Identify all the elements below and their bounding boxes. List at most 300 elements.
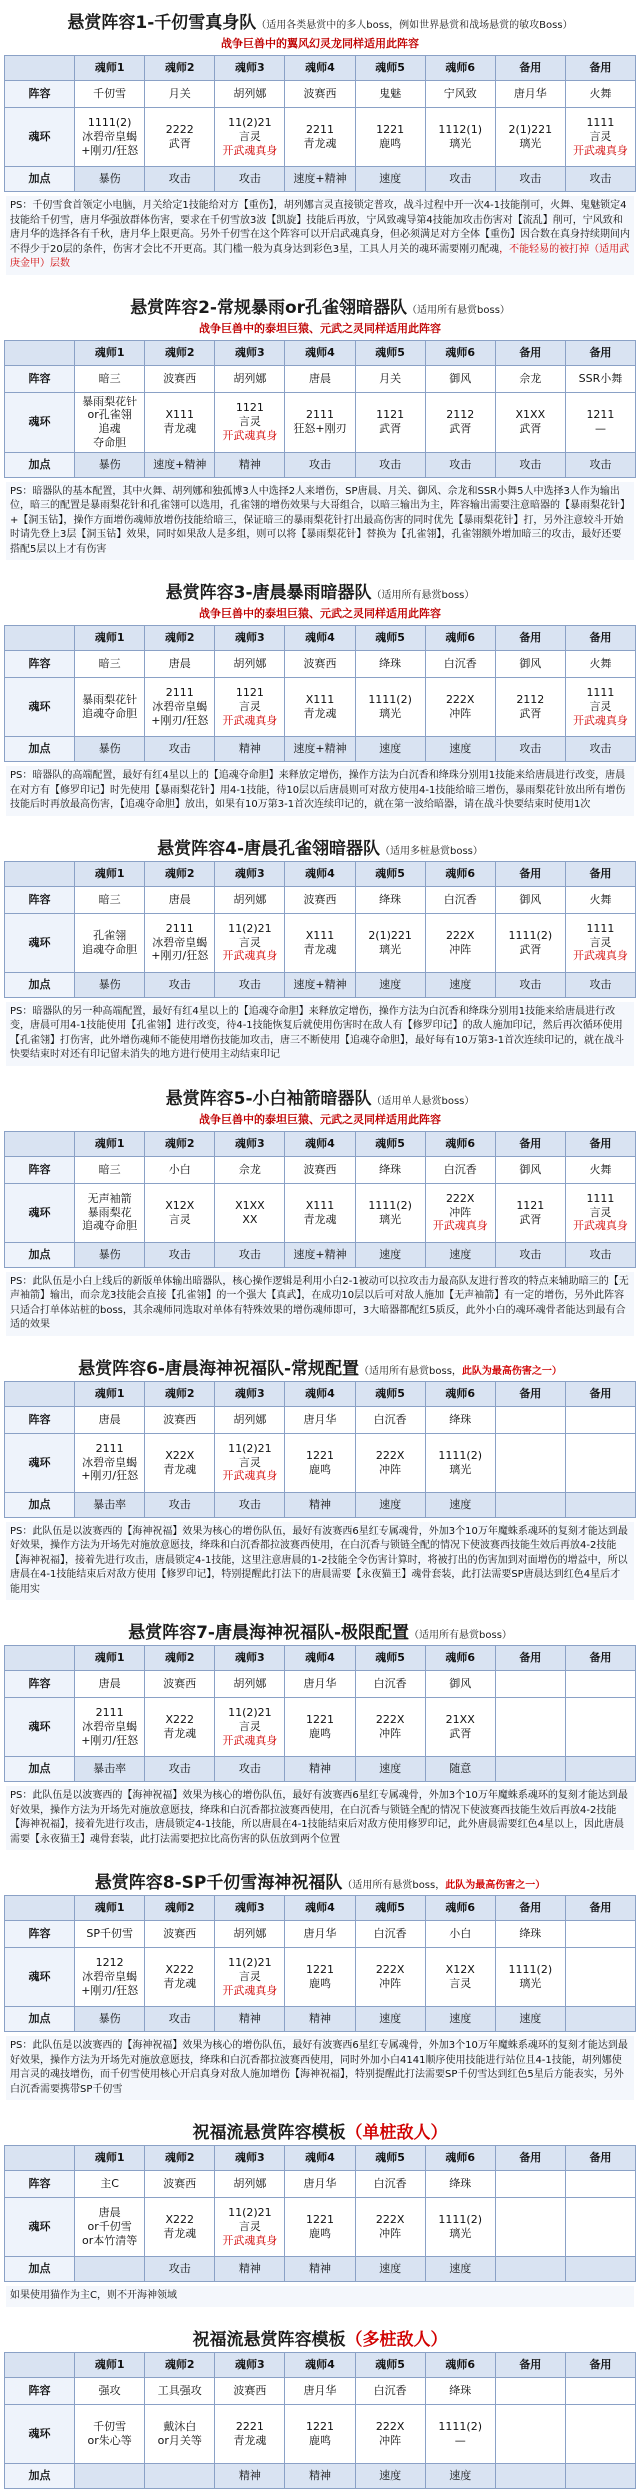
roster-cell: 胡列娜 (215, 81, 285, 108)
stat-point-cell: 攻击 (495, 1242, 565, 1267)
roster-cell: 波赛西 (145, 365, 215, 392)
roster-cell: 唐晨 (75, 1671, 145, 1698)
stat-point-cell: 攻击 (355, 452, 425, 477)
roster-cell: 唐晨 (145, 651, 215, 678)
roster-cell (565, 1671, 635, 1698)
section-note (6, 1272, 634, 1336)
header-cell: 魂师4 (285, 1896, 355, 1921)
lineup-section (0, 285, 640, 561)
header-cell: 魂师2 (145, 56, 215, 81)
header-cell: 备用 (495, 2146, 565, 2171)
soul-ring-cell: 1221 鹿鸣 (285, 2198, 355, 2257)
soul-ring-row (5, 678, 636, 737)
lineup-table (4, 2352, 636, 2489)
soul-ring-cell: 2111 冰碧帝皇蝎 +刚刃/狂怒 (145, 913, 215, 972)
stat-point-cell: 速度 (355, 1242, 425, 1267)
section-note (6, 766, 634, 816)
roster-label: 阵容 (5, 886, 75, 913)
section-title (0, 1076, 640, 1111)
roster-cell: SSR小舞 (565, 365, 635, 392)
roster-cell: 绛珠 (495, 1921, 565, 1948)
stat-point-row (5, 452, 636, 477)
stat-point-label: 加点 (5, 1757, 75, 1782)
stat-point-cell: 攻击 (215, 1492, 285, 1517)
stat-point-cell: 速度 (425, 972, 495, 997)
soul-ring-cell: 222X 冲阵 开武魂真身 (425, 1183, 495, 1242)
roster-cell: 胡列娜 (215, 1671, 285, 1698)
roster-row (5, 365, 636, 392)
roster-cell: 白沉香 (425, 1156, 495, 1183)
soul-ring-row (5, 392, 636, 452)
stat-point-cell: 速度 (355, 1492, 425, 1517)
header-cell: 魂师4 (285, 1131, 355, 1156)
section-note-text: PS：暗器队的另一种高端配置，最好有红4星以上的【追魂夺命胆】来释放定增伤，操作方法为白沉香和绛珠分别用1技能来给唐晨进行改变，唐晨可用4-1技能使用【孔雀翎】进行改变，待4-1技能恢复后就使用伤害时在敌人有【修罗印记】的敌人施加印记，然后再次循环使用【孔雀翎】打伤害，此外增伤魂师不能使用增伤技能加攻击，唐三不断使用【追魂夺命胆】，最好每有10万第3-1首次连续印记的，就在战斗快要结束时对还有印记留未消失的地方进行使用主动结束印记 (10, 1005, 625, 1060)
stat-point-cell: 攻击 (145, 167, 215, 192)
section-subtitle: 战争巨兽中的泰坦巨猿、元武之灵同样适用此阵容 (199, 607, 441, 620)
header-cell: 备用 (495, 626, 565, 651)
roster-cell: 唐月华 (285, 1406, 355, 1433)
section-note-text: 如果使用猫作为主C，则不开海神领域 (10, 2290, 177, 2301)
roster-cell (565, 1406, 635, 1433)
soul-ring-cell: 1221 鹿鸣 (285, 1948, 355, 2007)
section-title-suffix: （适用所有悬赏boss） (407, 304, 510, 316)
header-row (5, 56, 636, 81)
stat-point-row (5, 1242, 636, 1267)
stat-point-cell (495, 2463, 565, 2488)
header-cell: 备用 (495, 1896, 565, 1921)
header-cell (5, 2146, 75, 2171)
soul-ring-cell: X22X 青龙魂 (145, 1433, 215, 1492)
lineup-table (4, 861, 636, 998)
stat-point-cell: 攻击 (215, 167, 285, 192)
stat-point-cell (565, 2463, 635, 2488)
header-cell (5, 1896, 75, 1921)
stat-point-cell: 速度+精神 (285, 737, 355, 762)
soul-ring-row (5, 1433, 636, 1492)
stat-point-cell: 速度 (425, 1492, 495, 1517)
soul-ring-cell: 222X 冲阵 (355, 1433, 425, 1492)
roster-cell: 唐月华 (285, 2171, 355, 2198)
roster-cell (495, 2171, 565, 2198)
roster-cell: 小白 (145, 1156, 215, 1183)
header-cell: 魂师4 (285, 1381, 355, 1406)
soul-ring-cell: 2111 冰碧帝皇蝎 +刚刃/狂怒 (145, 678, 215, 737)
soul-ring-cell: 1121 言灵 开武魂真身 (215, 678, 285, 737)
soul-ring-row (5, 2198, 636, 2257)
header-cell: 魂师4 (285, 2146, 355, 2171)
stat-point-label: 加点 (5, 1242, 75, 1267)
soul-ring-cell: 222X 冲阵 (355, 1698, 425, 1757)
stat-point-row (5, 737, 636, 762)
lineup-section (0, 1346, 640, 1601)
section-note (6, 2036, 634, 2100)
roster-cell: 御风 (425, 1671, 495, 1698)
stat-point-row (5, 2463, 636, 2488)
stat-point-cell: 暴击率 (75, 1757, 145, 1782)
header-cell: 备用 (565, 861, 635, 886)
soul-ring-cell: 1111(2) 璃光 (355, 1183, 425, 1242)
section-title-tail: （单桩敌人） (345, 2123, 448, 2143)
header-cell: 魂师6 (425, 861, 495, 886)
stat-point-cell: 精神 (285, 2007, 355, 2032)
roster-cell: 小白 (425, 1921, 495, 1948)
stat-point-cell: 攻击 (215, 1757, 285, 1782)
soul-ring-cell: 2(1)221 璃光 (495, 108, 565, 167)
stat-point-cell: 随意 (425, 1757, 495, 1782)
soul-ring-cell: 1221 鹿鸣 (285, 1698, 355, 1757)
header-cell: 魂师2 (145, 2352, 215, 2377)
roster-row (5, 886, 636, 913)
roster-cell (565, 2377, 635, 2404)
section-title-main: 悬赏阵容5-小白袖箭暗器队 (165, 1088, 372, 1109)
header-cell: 备用 (565, 1131, 635, 1156)
stat-point-cell: 攻击 (145, 1492, 215, 1517)
soul-ring-cell (565, 2198, 635, 2257)
stat-point-label: 加点 (5, 2257, 75, 2282)
header-cell (5, 2352, 75, 2377)
roster-row (5, 2377, 636, 2404)
roster-cell: 唐晨 (285, 365, 355, 392)
section-title-suffix: （适用各类悬赏中的多人boss，例如世界悬赏和战场悬赏的敏攻Boss） (256, 20, 573, 31)
stat-point-label: 加点 (5, 452, 75, 477)
header-cell: 魂师3 (215, 1896, 285, 1921)
soul-ring-cell (495, 1698, 565, 1757)
roster-cell: 宁风致 (425, 81, 495, 108)
roster-row (5, 81, 636, 108)
soul-ring-label: 魂环 (5, 2404, 75, 2463)
header-cell: 魂师5 (355, 1381, 425, 1406)
lineup-section (0, 0, 640, 275)
header-cell (5, 340, 75, 365)
header-cell: 魂师3 (215, 56, 285, 81)
roster-cell: 火舞 (565, 81, 635, 108)
roster-cell (565, 2171, 635, 2198)
stat-point-label: 加点 (5, 737, 75, 762)
soul-ring-cell (565, 1698, 635, 1757)
soul-ring-cell (565, 1433, 635, 1492)
section-note-text: PS：此队伍是以波赛西的【海神祝福】效果为核心的增伤队伍，最好有波赛西6星红专属魂骨，外加3个10万年魔蛛系魂环的复刻才能达到最好效果，操作方法为开场先对施放意愿技，绛珠和白沉香都拉波赛西使用，在白沉香与锁链全配的情况下使波赛西技能生效后再放4-2技能【海神祝福】，接着先进行攻击，唐晨锁定4-1技能，所以唐晨在4-1技能结束后对敌方使用修罗印记，此外唐晨需要红色4星以上，因此唐晨需要【永夜猫王】魂骨套装，此打法需要把拉比高伤害的队伍放到两个位置 (10, 1790, 628, 1845)
roster-label: 阵容 (5, 1921, 75, 1948)
header-row (5, 2146, 636, 2171)
stat-point-cell: 速度+精神 (285, 167, 355, 192)
roster-cell: 唐月华 (285, 1671, 355, 1698)
stat-point-cell (495, 2257, 565, 2282)
lineup-section (0, 2110, 640, 2307)
stat-point-cell: 精神 (215, 2007, 285, 2032)
section-title-suffix: （适用多桩悬赏boss） (380, 845, 483, 857)
header-cell: 备用 (565, 56, 635, 81)
roster-cell: 御风 (495, 886, 565, 913)
stat-point-row (5, 2007, 636, 2032)
roster-cell: 火舞 (565, 1156, 635, 1183)
roster-cell: 绛珠 (355, 1156, 425, 1183)
section-title (0, 570, 640, 605)
lineup-table (4, 55, 636, 192)
stat-point-cell: 攻击 (495, 972, 565, 997)
header-cell: 魂师5 (355, 626, 425, 651)
roster-cell: 绛珠 (355, 886, 425, 913)
soul-ring-label: 魂环 (5, 1698, 75, 1757)
soul-ring-cell: 222X 冲阵 (425, 913, 495, 972)
header-cell: 魂师4 (285, 626, 355, 651)
stat-point-cell: 速度+精神 (285, 972, 355, 997)
roster-cell: 胡列娜 (215, 886, 285, 913)
soul-ring-cell: 11(2)21 言灵 开武魂真身 (215, 1698, 285, 1757)
roster-cell (565, 1921, 635, 1948)
roster-label: 阵容 (5, 81, 75, 108)
soul-ring-cell (495, 1433, 565, 1492)
roster-cell: 佘龙 (495, 365, 565, 392)
header-cell (5, 861, 75, 886)
section-note-text: PS：此队伍是以波赛西的【海神祝福】效果为核心的增伤队伍，最好有波赛西6星红专属魂骨，外加3个10万年魔蛛系魂环的复刻才能达到最好效果，操作方法为开场先对施放意愿技，绛珠和白沉香都拉波赛西使用，同时外加小白4141顺序使用技能进行站位且4-1技能，胡列娜使用言灵的魂技增伤，而千仞雪使用核心开启真身对敌人施加增伤【海神祝福】，特别提醒此打法需要SP千仞雪达到红色5星后方能表实，另外白沉香需要携带SP千仞雪 (10, 2040, 628, 2095)
section-title-main: 悬赏阵容7-唐晨海神祝福队-极限配置 (128, 1623, 410, 1643)
header-cell (5, 1131, 75, 1156)
roster-cell: 波赛西 (285, 1156, 355, 1183)
roster-cell: 暗三 (75, 651, 145, 678)
soul-ring-cell: 1111(2) 璃光 (425, 2198, 495, 2257)
section-title-main: 悬赏阵容2-常规暴雨or孔雀翎暗器队 (130, 297, 408, 318)
section-title (0, 285, 640, 320)
header-cell: 备用 (565, 626, 635, 651)
soul-ring-cell: X12X 言灵 (145, 1183, 215, 1242)
section-note (6, 2286, 634, 2307)
stat-point-cell: 攻击 (215, 1242, 285, 1267)
stat-point-cell: 攻击 (425, 167, 495, 192)
soul-ring-cell: 2111 冰碧帝皇蝎 +刚刃/狂怒 (75, 1433, 145, 1492)
soul-ring-cell: X1XX XX (215, 1183, 285, 1242)
roster-cell (495, 1406, 565, 1433)
header-cell: 魂师5 (355, 1131, 425, 1156)
stat-point-row (5, 972, 636, 997)
header-cell (5, 626, 75, 651)
roster-cell: 鬼魅 (355, 81, 425, 108)
soul-ring-cell: X1XX 武胥 (495, 392, 565, 452)
stat-point-cell (565, 1492, 635, 1517)
header-cell: 备用 (565, 2352, 635, 2377)
stat-point-cell: 速度 (355, 737, 425, 762)
soul-ring-cell: X222 青龙魂 (145, 1698, 215, 1757)
stat-point-cell: 攻击 (145, 2007, 215, 2032)
stat-point-cell: 攻击 (285, 452, 355, 477)
soul-ring-cell: 1111 言灵 开武魂真身 (565, 913, 635, 972)
stat-point-label: 加点 (5, 167, 75, 192)
roster-label: 阵容 (5, 651, 75, 678)
section-note-tail: ，不能轻易的被打掉（适用武庚金甲）层数 (10, 243, 630, 269)
roster-cell (495, 2377, 565, 2404)
soul-ring-row (5, 1183, 636, 1242)
stat-point-label: 加点 (5, 2007, 75, 2032)
stat-point-cell: 攻击 (565, 737, 635, 762)
section-title (0, 826, 640, 861)
header-cell: 魂师5 (355, 2352, 425, 2377)
stat-point-cell: 速度+精神 (145, 452, 215, 477)
soul-ring-cell: 暴雨梨花针 追魂夺命胆 (75, 678, 145, 737)
roster-label: 阵容 (5, 1406, 75, 1433)
header-row (5, 1131, 636, 1156)
header-cell: 魂师6 (425, 1646, 495, 1671)
header-cell: 魂师1 (75, 1646, 145, 1671)
soul-ring-label: 魂环 (5, 2198, 75, 2257)
roster-cell: 白沉香 (355, 1671, 425, 1698)
roster-cell: 御风 (495, 651, 565, 678)
lineup-section (0, 570, 640, 816)
header-cell: 魂师6 (425, 1381, 495, 1406)
lineup-table (4, 625, 636, 762)
roster-cell: 波赛西 (285, 651, 355, 678)
soul-ring-cell: X111 青龙魂 (285, 1183, 355, 1242)
stat-point-cell (495, 1492, 565, 1517)
roster-cell (495, 1671, 565, 1698)
soul-ring-cell: 1111 言灵 开武魂真身 (565, 108, 635, 167)
header-cell: 备用 (495, 1646, 565, 1671)
section-title-main: 悬赏阵容4-唐晨孔雀翎暗器队 (157, 838, 380, 859)
section-title-suffix: （适用所有悬赏boss， (342, 1880, 446, 1891)
stat-point-cell: 精神 (285, 2463, 355, 2488)
roster-cell: 唐月华 (495, 81, 565, 108)
section-title-suffix: （适用单人悬赏boss） (371, 1095, 475, 1107)
header-cell: 魂师6 (425, 2352, 495, 2377)
header-cell (5, 1381, 75, 1406)
soul-ring-label: 魂环 (5, 1948, 75, 2007)
lineup-table (4, 1381, 636, 1518)
stat-point-cell: 精神 (285, 1757, 355, 1782)
soul-ring-cell: 222X 冲阵 (425, 678, 495, 737)
roster-row (5, 1406, 636, 1433)
stat-point-label: 加点 (5, 2463, 75, 2488)
stat-point-cell: 攻击 (495, 452, 565, 477)
section-title-suffix-highlight: 此队为最高伤害之一） (461, 1365, 562, 1377)
soul-ring-cell: 222X 冲阵 (355, 1948, 425, 2007)
section-note (6, 1786, 634, 1850)
section-note (6, 1002, 634, 1066)
roster-cell: 波赛西 (145, 2171, 215, 2198)
lineup-table (4, 1645, 636, 1782)
stat-point-cell: 攻击 (145, 972, 215, 997)
roster-cell: 胡列娜 (215, 1406, 285, 1433)
stat-point-cell: 攻击 (425, 452, 495, 477)
soul-ring-cell: 1211 — (565, 392, 635, 452)
stat-point-cell: 精神 (215, 2257, 285, 2282)
header-cell: 备用 (495, 56, 565, 81)
header-cell: 魂师1 (75, 2146, 145, 2171)
lineup-section (0, 826, 640, 1066)
section-note-text: PS：暗器队的高端配置，最好有红4星以上的【追魂夺命胆】来释放定增伤，操作方法为白沉香和绛珠分别用1技能来给唐晨进行改变，唐晨在对方有【修罗印记】时先使用【暴雨梨花针】用4-1技能，待10层以后唐晨则可对敌方使用4-1技能给暗三增伤，暴雨梨花针放出所有增伤技能后时再放最高伤害，【追魂夺命胆】放出，如果有10万第3-1首次连续印记的，就在第一波给暗器，请在战斗快要结束时使用1次 (10, 770, 626, 810)
header-cell: 魂师5 (355, 340, 425, 365)
soul-ring-row (5, 2404, 636, 2463)
soul-ring-cell: X111 青龙魂 (285, 913, 355, 972)
soul-ring-label: 魂环 (5, 108, 75, 167)
section-title-main: 祝福流悬赏阵容模板 (192, 2329, 346, 2350)
stat-point-cell (565, 2257, 635, 2282)
roster-cell: 胡列娜 (215, 1921, 285, 1948)
soul-ring-cell: 11(2)21 言灵 开武魂真身 (215, 1433, 285, 1492)
soul-ring-cell (495, 2404, 565, 2463)
soul-ring-cell: 1121 言灵 开武魂真身 (215, 392, 285, 452)
header-cell: 魂师3 (215, 2352, 285, 2377)
section-title-tail: （多桩敌人） (345, 2329, 448, 2350)
soul-ring-cell: 戴沐白 or月关等 (145, 2404, 215, 2463)
stat-point-cell: 精神 (215, 737, 285, 762)
roster-cell: 白沉香 (425, 651, 495, 678)
soul-ring-cell: X222 青龙魂 (145, 1948, 215, 2007)
section-subtitle: 战争巨兽中的翼风幻灵龙同样适用此阵容 (221, 37, 419, 50)
soul-ring-cell: X222 青龙魂 (145, 2198, 215, 2257)
soul-ring-row (5, 913, 636, 972)
section-title-suffix: （适用所有悬赏boss， (359, 1365, 462, 1377)
roster-cell: 胡列娜 (215, 651, 285, 678)
soul-ring-label: 魂环 (5, 1183, 75, 1242)
stat-point-row (5, 1492, 636, 1517)
header-cell: 魂师5 (355, 1646, 425, 1671)
soul-ring-cell: 2(1)221 璃光 (355, 913, 425, 972)
roster-cell: 唐晨 (145, 886, 215, 913)
header-cell: 备用 (565, 340, 635, 365)
stat-point-cell: 速度 (355, 167, 425, 192)
stat-point-cell: 速度 (425, 2463, 495, 2488)
stat-point-cell: 攻击 (565, 167, 635, 192)
stat-point-cell: 速度 (355, 972, 425, 997)
roster-cell: 波赛西 (145, 1406, 215, 1433)
soul-ring-cell: X12X 言灵 (425, 1948, 495, 2007)
lineup-section (0, 2317, 640, 2489)
lineup-table (4, 1895, 636, 2032)
header-cell: 魂师5 (355, 1896, 425, 1921)
header-cell: 魂师2 (145, 2146, 215, 2171)
soul-ring-cell: 1121 武胥 (355, 392, 425, 452)
header-cell: 魂师3 (215, 1131, 285, 1156)
section-title (0, 1610, 640, 1645)
roster-cell: 白沉香 (425, 886, 495, 913)
stat-point-cell: 攻击 (215, 972, 285, 997)
header-cell: 魂师5 (355, 861, 425, 886)
header-cell: 魂师3 (215, 1646, 285, 1671)
header-cell: 魂师3 (215, 2146, 285, 2171)
soul-ring-cell: 千仞雪 or朱心等 (75, 2404, 145, 2463)
section-note (6, 1522, 634, 1601)
stat-point-cell: 速度+精神 (285, 1242, 355, 1267)
soul-ring-cell: 1112(1) 璃光 (425, 108, 495, 167)
stat-point-cell: 精神 (285, 1492, 355, 1517)
roster-label: 阵容 (5, 1671, 75, 1698)
header-row (5, 1896, 636, 1921)
header-cell: 备用 (565, 1646, 635, 1671)
header-cell: 魂师6 (425, 56, 495, 81)
header-cell: 魂师1 (75, 1381, 145, 1406)
header-cell (5, 56, 75, 81)
stat-point-cell: 攻击 (145, 1757, 215, 1782)
roster-cell: 波赛西 (215, 2377, 285, 2404)
roster-row (5, 651, 636, 678)
stat-point-cell: 精神 (215, 452, 285, 477)
header-cell: 魂师2 (145, 626, 215, 651)
header-cell: 魂师1 (75, 2352, 145, 2377)
stat-point-cell: 攻击 (565, 452, 635, 477)
stat-point-cell (495, 1757, 565, 1782)
stat-point-cell: 速度 (495, 2007, 565, 2032)
soul-ring-label: 魂环 (5, 678, 75, 737)
header-cell: 魂师1 (75, 626, 145, 651)
soul-ring-cell (495, 2198, 565, 2257)
roster-cell: 暗三 (75, 1156, 145, 1183)
roster-cell: 胡列娜 (215, 2171, 285, 2198)
soul-ring-cell: 11(2)21 言灵 开武魂真身 (215, 108, 285, 167)
stat-point-cell: 速度 (425, 2007, 495, 2032)
soul-ring-row (5, 1698, 636, 1757)
soul-ring-cell (565, 1948, 635, 2007)
roster-label: 阵容 (5, 365, 75, 392)
lineup-section (0, 1860, 640, 2100)
soul-ring-cell: 唐晨 or千仞雪 or本竹清等 (75, 2198, 145, 2257)
